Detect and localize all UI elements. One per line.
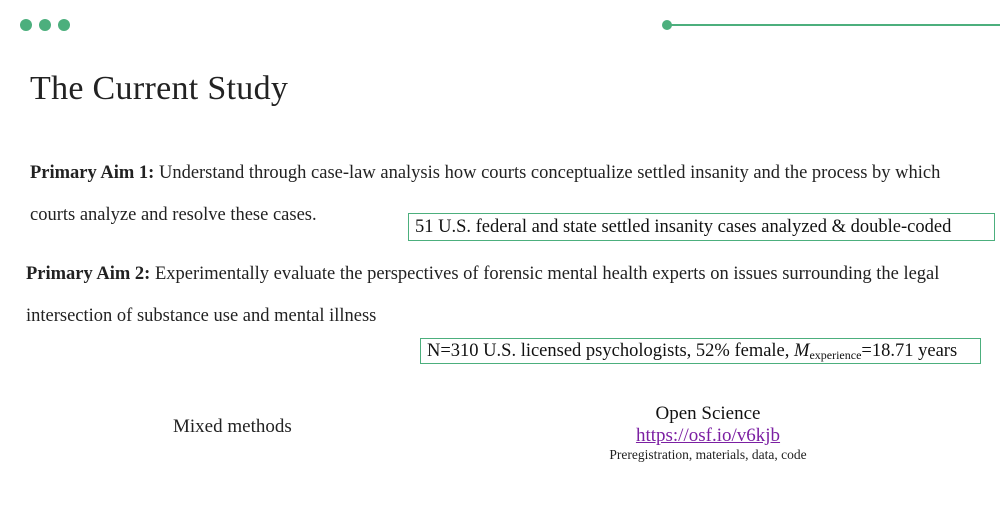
aim-2-label: Primary Aim 2: [26, 264, 151, 284]
aim-1-text: Understand through case-law analysis how courts conceptualize settled insanity and the process by which courts analyze and resolve these cases. [30, 163, 941, 225]
open-science-title: Open Science [655, 403, 761, 424]
page-title: The Current Study [30, 70, 289, 107]
aim-2-box-m: M [794, 341, 810, 361]
aim-2-sample-box [420, 338, 981, 364]
aim-2-box-prefix: N=310 U.S. licensed psychologists, 52% female, [427, 341, 795, 361]
open-science-subtitle: Preregistration, materials, data, code [609, 447, 807, 462]
dot-icon [39, 19, 51, 31]
aim-1-sample-box: 51 U.S. federal and state settled insanity cases analyzed & double-coded [408, 213, 995, 241]
dot-icon [20, 19, 32, 31]
line-rule [667, 24, 1000, 26]
mixed-methods-label: Mixed methods [173, 416, 292, 437]
primary-aim-2 [26, 253, 971, 337]
aim-2-box-suffix: =18.71 years [861, 341, 958, 361]
aim-1-label: Primary Aim 1: [30, 163, 155, 183]
dot-icon [58, 19, 70, 31]
open-science-block [560, 403, 856, 463]
window-dots [20, 19, 70, 31]
aim-2-box-sub: experience [809, 348, 862, 362]
decorative-line [662, 20, 1000, 30]
aim-2-text: Experimentally evaluate the perspectives of forensic mental health experts on issues surrounding the legal intersection of substance use and mental illness [26, 264, 940, 326]
osf-link[interactable]: https://osf.io/v6kjb [635, 425, 781, 446]
